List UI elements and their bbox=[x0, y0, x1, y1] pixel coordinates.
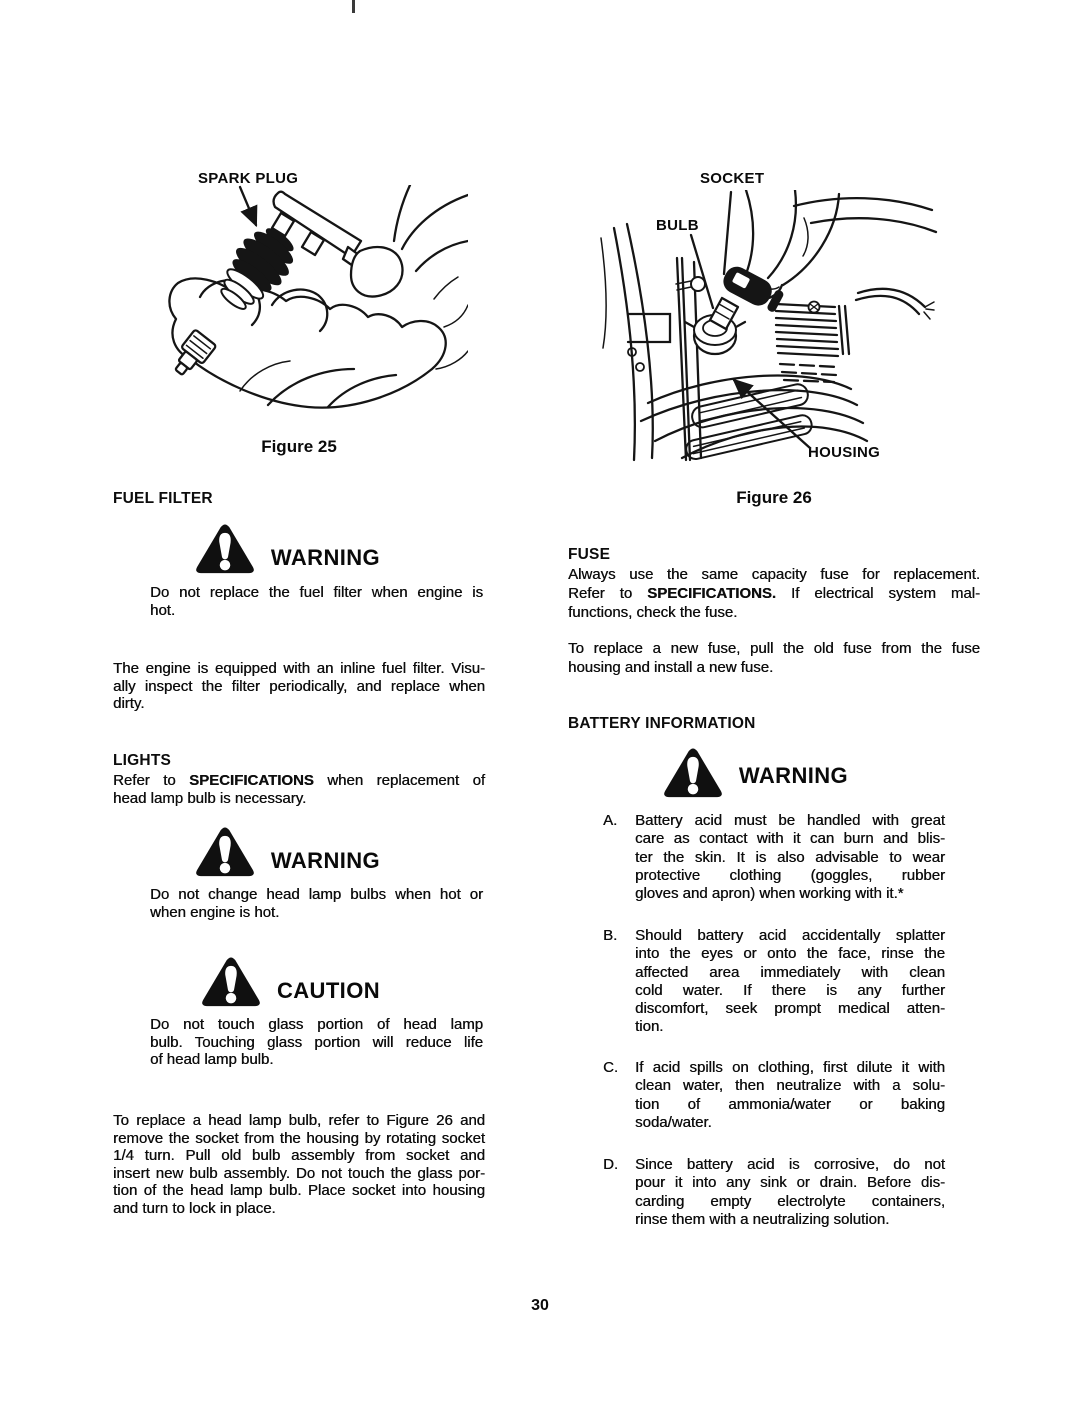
text-line: Always use the same capacity fuse for replacement. bbox=[568, 566, 980, 583]
text-line: housing and install a new fuse. bbox=[568, 658, 774, 676]
hand-drawing bbox=[745, 190, 936, 299]
spark-plug-label-arrow bbox=[240, 187, 256, 225]
arm-sketch-lines bbox=[394, 185, 468, 299]
fuel-filter-warning-block bbox=[113, 521, 485, 619]
figure-25-caption: Figure 25 bbox=[261, 437, 337, 456]
warning-title: WARNING bbox=[270, 545, 381, 570]
callout-spark-plug: SPARK PLUG bbox=[198, 170, 299, 187]
text-line: To replace a head lamp bulb, refer to Figure 26 and bbox=[113, 1112, 485, 1129]
caution-header bbox=[104, 954, 476, 1010]
battery-information-heading: BATTERY INFORMATION bbox=[568, 715, 756, 732]
text-line: and turn to lock in place. bbox=[113, 1199, 276, 1217]
lights-warning-block bbox=[113, 824, 485, 921]
text-line: pour it into any sink or drain. Before dis- bbox=[635, 1174, 945, 1192]
bulb-replace-paragraph bbox=[113, 1112, 485, 1218]
fuse-paragraph-1 bbox=[568, 566, 980, 622]
warning-header bbox=[549, 745, 961, 801]
text-line: rinse them with a neutralizing solution. bbox=[635, 1210, 890, 1228]
text-line: cold water. If there is any further bbox=[635, 981, 945, 999]
text-line: Refer to SPECIFICATIONS. If electrical system mal- bbox=[568, 584, 980, 602]
text-line: To replace a new fuse, pull the old fuse from the fuse bbox=[568, 640, 980, 657]
scan-artifact-tick bbox=[352, 0, 355, 13]
text-line: clean water, then neutralize with a solu- bbox=[635, 1077, 945, 1095]
text-line: into the eyes or onto the face, rinse the bbox=[635, 945, 945, 963]
text-line: affected area immediately with clean bbox=[635, 963, 945, 981]
page-number: 30 bbox=[531, 1297, 549, 1314]
warning-header bbox=[101, 824, 473, 880]
callout-socket: SOCKET bbox=[700, 170, 765, 187]
text-line: gloves and apron) when working with it.* bbox=[635, 885, 904, 903]
warning-title: WARNING bbox=[270, 848, 381, 873]
item-letter: C. bbox=[603, 1059, 618, 1076]
warning-header bbox=[101, 521, 473, 577]
battery-warning-block bbox=[568, 745, 980, 801]
text-line: tion of ammonia/water or baking bbox=[635, 1095, 945, 1113]
caution-body bbox=[150, 1016, 483, 1069]
lights-intro-paragraph bbox=[113, 772, 485, 807]
text-line: Battery acid must be handled with great bbox=[635, 812, 945, 829]
fuel-filter-paragraph bbox=[113, 660, 485, 713]
text-line: Do not touch glass portion of head lamp bbox=[150, 1016, 483, 1033]
text-line: ter the skin. It is also advisable to wear bbox=[635, 848, 945, 866]
text-line: remove the socket from the housing by rotating socket bbox=[113, 1129, 485, 1147]
item-text bbox=[635, 1156, 945, 1229]
text-line: discomfort, seek prompt medical atten- bbox=[635, 1000, 945, 1018]
warning-title: WARNING bbox=[738, 763, 849, 788]
warning-triangle-icon bbox=[194, 521, 256, 577]
battery-item-d bbox=[568, 1156, 980, 1229]
text-line: protective clothing (goggles, rubber bbox=[635, 866, 945, 884]
text-line: when engine is hot. bbox=[150, 903, 280, 921]
item-text bbox=[635, 1059, 945, 1132]
battery-item-a bbox=[568, 812, 980, 903]
text-line: functions, check the fuse. bbox=[568, 603, 738, 621]
text-line: Do not change head lamp bulbs when hot or bbox=[150, 886, 483, 903]
text-line: bulb. Touching glass portion will reduce life bbox=[150, 1033, 483, 1051]
text-line: tion. bbox=[635, 1018, 664, 1036]
socket-label-line bbox=[724, 192, 731, 274]
lights-heading: LIGHTS bbox=[113, 752, 172, 769]
item-letter: A. bbox=[603, 812, 618, 829]
figure-26-illustration bbox=[598, 190, 938, 465]
lights-caution-block bbox=[113, 954, 485, 1069]
grille-drawing bbox=[776, 289, 934, 382]
text-line: Refer to SPECIFICATIONS when replacement of bbox=[113, 772, 485, 789]
text-line: dirty. bbox=[113, 695, 145, 713]
figure-26 bbox=[568, 165, 980, 515]
callout-bulb: BULB bbox=[656, 217, 699, 234]
text-line: If acid spills on clothing, first dilute it with bbox=[635, 1059, 945, 1076]
text-line: insert new bulb assembly. Do not touch the glass por- bbox=[113, 1164, 485, 1182]
thumb-drawing bbox=[351, 247, 402, 296]
callout-housing: HOUSING bbox=[808, 444, 881, 461]
housing-drawing bbox=[641, 375, 867, 460]
caution-triangle-icon bbox=[200, 954, 262, 1010]
text-line: carding empty electrolyte containers, bbox=[635, 1192, 945, 1210]
figure-25-illustration bbox=[148, 185, 468, 440]
battery-item-b bbox=[568, 927, 980, 1037]
caution-title: CAUTION bbox=[276, 978, 380, 1003]
text-line: The engine is equipped with an inline fuel filter. Visu- bbox=[113, 660, 485, 677]
item-letter: B. bbox=[603, 927, 618, 944]
figure-26-caption: Figure 26 bbox=[736, 488, 812, 507]
text-line: Should battery acid accidentally splatter bbox=[635, 927, 945, 944]
fuel-filter-heading: FUEL FILTER bbox=[113, 490, 213, 507]
text-line: soda/water. bbox=[635, 1113, 712, 1131]
warning-triangle-icon bbox=[194, 824, 256, 880]
text-line: of head lamp bulb. bbox=[150, 1051, 274, 1069]
warning-body bbox=[150, 886, 483, 921]
text-line: care as contact with it can burn and blis- bbox=[635, 830, 945, 848]
item-letter: D. bbox=[603, 1156, 618, 1173]
text-line: hot. bbox=[150, 601, 176, 619]
warning-body bbox=[150, 584, 483, 619]
item-text bbox=[635, 927, 945, 1037]
figure-25 bbox=[113, 165, 485, 465]
fuse-paragraph-2 bbox=[568, 640, 980, 678]
text-line: tion of the head lamp bulb. Place socket into housing bbox=[113, 1182, 485, 1200]
text-line: head lamp bulb is necessary. bbox=[113, 789, 307, 807]
battery-item-c bbox=[568, 1059, 980, 1132]
text-line: Do not replace the fuel filter when engine is bbox=[150, 584, 483, 601]
fuse-heading: FUSE bbox=[568, 546, 611, 563]
text-line: ally inspect the filter periodically, and replace when bbox=[113, 677, 485, 695]
item-text bbox=[635, 812, 945, 903]
text-line: Since battery acid is corrosive, do not bbox=[635, 1156, 945, 1173]
text-line: 1/4 turn. Pull old bulb assembly from socket and bbox=[113, 1147, 485, 1165]
warning-triangle-icon bbox=[662, 745, 724, 801]
